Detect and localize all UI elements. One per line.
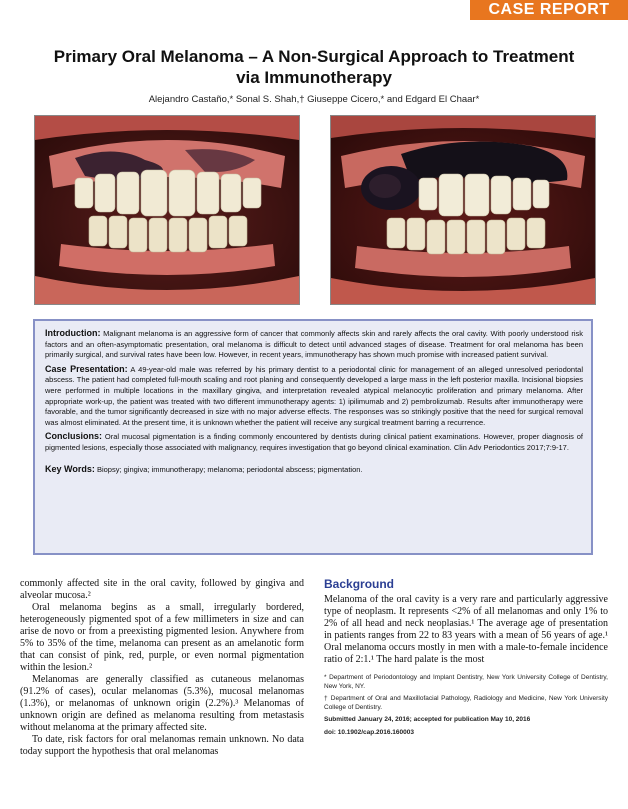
submission-dates: Submitted January 24, 2016; accepted for publication May 10, 2016 — [324, 716, 531, 723]
background-paragraph-3: Melanomas are generally classified as cutaneous melanomas (91.2% of cases), ocular melanomas (5.3%), mucosal melanomas (1.3%), or melanomas of unknown origin (2.2%).³ Melanomas of unknown origin are defined as melanoma resulting from metastasis without melanoma at the primary affected site. — [20, 674, 304, 733]
background-heading: Background — [324, 577, 395, 591]
abstract-introduction — [45, 328, 583, 361]
abstract-intro-heading: Introduction: — [45, 328, 101, 338]
abstract-keywords — [45, 464, 583, 476]
background-paragraph-continued: commonly affected site in the oral cavity, followed by gingiva and alveolar mucosa.² — [20, 578, 304, 601]
abstract-conclusions — [45, 431, 583, 453]
article-title: Primary Oral Melanoma – A Non-Surgical Approach to Treatment via Immunotherapy — [53, 47, 575, 87]
background-paragraph-1: Melanoma of the oral cavity is a very rare and particularly aggressive type of neoplasm. It represents <2% of all melanomas and only 1% to 2% of all head and neck neoplasias.¹ The average age of presentation in patients ranges from 22 to 83 years with a mean of 56 years of age.¹ Oral melanoma occurs mostly in men with a male-to-female incidence ratio of 2:1.¹ The hard palate is the most — [324, 594, 608, 665]
article-authors: Alejandro Castaño,* Sonal S. Shah,† Giuseppe Cicero,* and Edgard El Chaar* — [148, 94, 480, 105]
abstract-citation: Clin Adv Periodontics 2017;7:9-17. — [453, 442, 569, 452]
background-paragraph-2: Oral melanoma begins as a small, irregularly bordered, heterogeneously pigmented spot of a few millimeters in size and can arise de novo or from a preexisting pigmented lesion. Anywhere from 5% to 35% of the time, melanoma can present as an amelanotic form that can consist of pink, red, purple, or even normal pigmentation within the lesion.² — [20, 602, 304, 673]
clinical-photo-after — [330, 115, 596, 305]
section-banner: CASE REPORT — [470, 0, 628, 20]
footnote-affiliation-2: † Department of Oral and Maxillofacial Pathology, Radiology and Medicine, New York University College of Dentistry. — [324, 695, 608, 711]
doi-text: doi: 10.1902/cap.2016.160003 — [324, 728, 414, 736]
clinical-photo-before — [34, 115, 300, 305]
footnote-affiliation-1: * Department of Periodontology and Implant Dentistry, New York University College of Dentistry, New York, NY. — [324, 674, 608, 690]
abstract-box — [33, 319, 593, 555]
abstract-case — [45, 364, 583, 429]
abstract-conclusions-heading: Conclusions: — [45, 431, 103, 442]
abstract-case-text: A 49-year-old male was referred by his primary dentist to a periodontal clinic for management of an alleged unresolved periodontal abscess. The patient had completed full-mouth scaling and root planing and consequently developed a large mass in the left posterior maxilla. Incisional biopsies were performed in multiple locations in the maxillary gingiva, and interpretation revealed atypical melanocytic proliferation and primary melanoma. After appropriate work-up, the patient was treated with two different immunotherapy agents: 1) ipilimumab and 2) pembrolizumab. Results after immunotherapy were favorable, and the tumor significantly decreased in size with no major adverse effects. The responses was so strikingly positive that the need for surgical removal was almost eliminated. At the present time, it is unknown whether the patient will receive any surgical treatment barring a recurrence. — [45, 364, 584, 427]
abstract-case-heading: Case Presentation: — [45, 363, 128, 374]
abstract-conclusions-text: Oral mucosal pigmentation is a finding commonly encountered by dentists during clinical patient examinations. However, proper diagnosis of pigmented lesions, especially those associated with malignancy, requires investigation that go beyond clinical examination. — [45, 432, 583, 452]
abstract-intro-text: Malignant melanoma is an aggressive form of cancer that commonly affects skin and rarely affects the oral cavity. With poorly understood risk factors and an often-asymptomatic presentation, oral melanoma is difficult to detect until advanced stages of disease. Treatment for oral melanoma has been primarily surgical, and survival rates have been low. However, in recent years, immunotherapy has shown much promise with increased patient survival. — [45, 329, 583, 360]
body-column-left — [324, 578, 608, 741]
body-column-right — [20, 578, 304, 758]
footnotes — [324, 674, 608, 737]
background-paragraph-4: To date, risk factors for oral melanomas remain unknown. No data today support the hypothesis that oral melanomas — [20, 734, 304, 757]
keywords-heading: Key Words: — [45, 463, 95, 474]
keywords-text: Biopsy; gingiva; immunotherapy; melanoma; periodontal abscess; pigmentation. — [96, 464, 363, 474]
